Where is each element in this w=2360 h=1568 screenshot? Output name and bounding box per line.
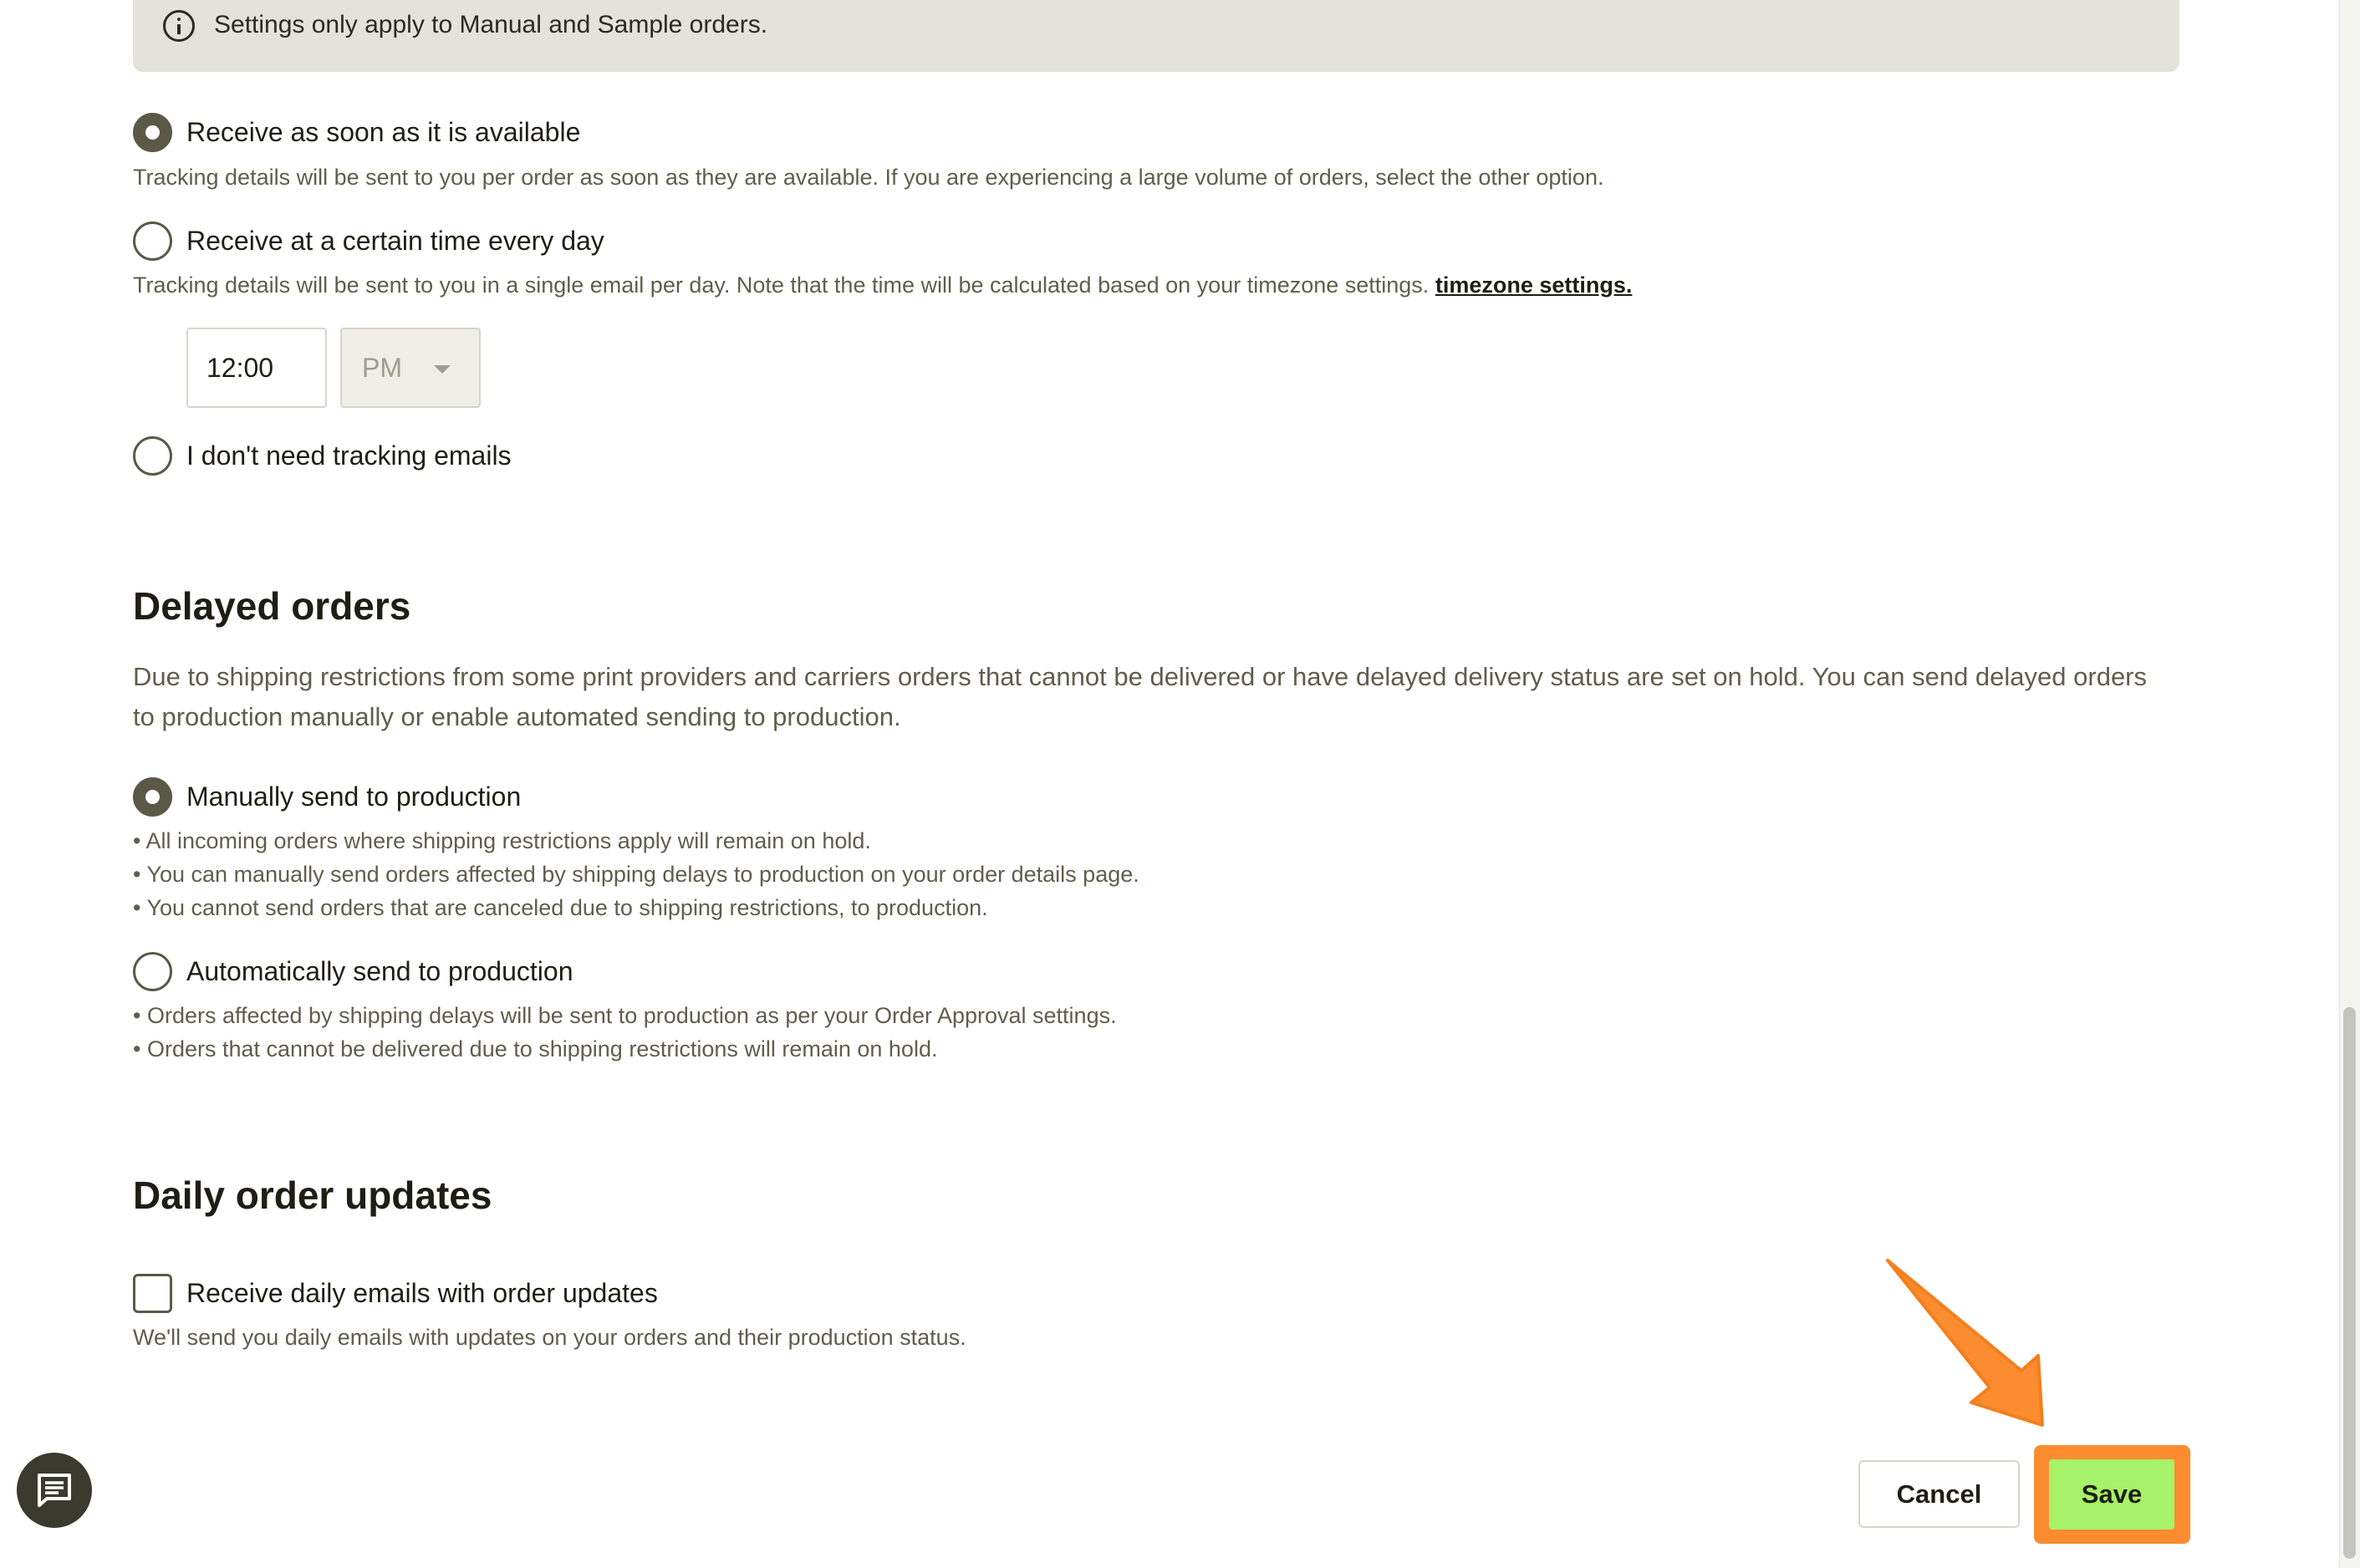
daily-updates-description: We'll send you daily emails with updates on your orders and their production status. bbox=[133, 1325, 966, 1350]
radio-receive-asap[interactable] bbox=[133, 113, 172, 152]
radio-auto-send[interactable] bbox=[133, 952, 172, 991]
time-input[interactable] bbox=[186, 328, 327, 408]
daily-updates-checkbox[interactable] bbox=[133, 1274, 172, 1313]
manual-send-bullet-1: • All incoming orders where shipping restrictions apply will remain on hold. bbox=[133, 828, 871, 853]
radio-label-auto-send[interactable]: Automatically send to production bbox=[186, 956, 573, 986]
chat-button[interactable] bbox=[17, 1453, 92, 1528]
option-description-receive-daily-time bbox=[133, 271, 1632, 299]
radio-manual-send[interactable] bbox=[133, 777, 172, 817]
radio-no-tracking-emails[interactable] bbox=[133, 436, 172, 476]
info-circle-icon bbox=[163, 10, 195, 42]
delayed-orders-description: Due to shipping restrictions from some print providers and carriers orders that cannot be delivered or have delayed delivery status are set on hold. You can send delayed orders to production manually or enable automated sending to production. bbox=[133, 662, 2148, 731]
caret-down-icon bbox=[434, 365, 451, 374]
info-banner-text: Settings only apply to Manual and Sample orders. bbox=[214, 11, 768, 38]
pointer-arrow-icon bbox=[1873, 1245, 2065, 1438]
auto-send-bullet-1: • Orders affected by shipping delays will be sent to production as per your Order Approval settings. bbox=[133, 1003, 1117, 1028]
timezone-settings-link[interactable]: timezone settings. bbox=[1435, 272, 1633, 298]
cancel-button[interactable]: Cancel bbox=[1858, 1460, 2020, 1528]
daily-updates-checkbox-label[interactable]: Receive daily emails with order updates bbox=[186, 1278, 658, 1308]
daily-time-description-text: Tracking details will be sent to you in a single email per day. Note that the time will be calculated based on your timezone settings. bbox=[133, 272, 1430, 298]
daily-updates-heading: Daily order updates bbox=[133, 1173, 492, 1217]
page-scrollbar-thumb[interactable] bbox=[2343, 1007, 2356, 1559]
chat-message-icon bbox=[35, 1471, 74, 1509]
radio-label-manual-send[interactable]: Manually send to production bbox=[186, 781, 522, 812]
radio-receive-daily-time[interactable] bbox=[133, 221, 172, 261]
radio-label-receive-asap[interactable]: Receive as soon as it is available bbox=[186, 117, 581, 147]
save-button[interactable]: Save bbox=[2049, 1459, 2174, 1530]
manual-send-bullet-2: • You can manually send orders affected by shipping delays to production on your order details page. bbox=[133, 862, 1139, 887]
delayed-orders-heading: Delayed orders bbox=[133, 584, 411, 628]
radio-label-receive-daily-time[interactable]: Receive at a certain time every day bbox=[186, 226, 604, 256]
manual-send-bullet-3: • You cannot send orders that are canceled due to shipping restrictions, to production. bbox=[133, 895, 988, 920]
auto-send-bullet-2: • Orders that cannot be delivered due to shipping restrictions will remain on hold. bbox=[133, 1036, 938, 1061]
period-select-value: PM bbox=[362, 353, 402, 383]
period-select[interactable] bbox=[340, 328, 481, 408]
option-description-receive-asap: Tracking details will be sent to you per order as soon as they are available. If you are experiencing a large volume of orders, select the other option. bbox=[133, 165, 1604, 190]
radio-label-no-tracking-emails[interactable]: I don't need tracking emails bbox=[186, 440, 512, 471]
